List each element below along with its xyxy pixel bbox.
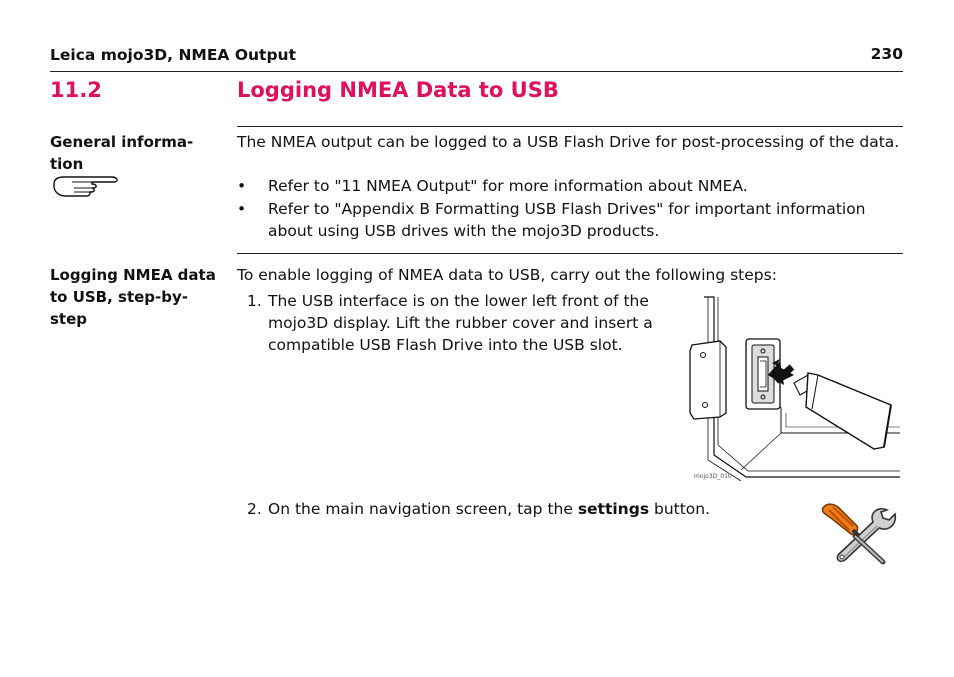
general-info-heading — [50, 131, 220, 175]
section-divider-general — [237, 126, 903, 127]
step-line: The USB interface is on the lower left front of the — [268, 292, 649, 310]
step-line: compatible USB Flash Drive into the USB slot. — [268, 336, 623, 354]
heading-line: tion — [50, 155, 84, 173]
figure-caption: mojo3D_010 — [694, 473, 732, 480]
section-divider-logging — [237, 253, 903, 254]
step-line: mojo3D display. Lift the rubber cover and insert a — [268, 314, 653, 332]
step-text — [268, 498, 768, 520]
usb-insertion-illustration — [686, 295, 904, 485]
heading-line: Logging NMEA data — [50, 266, 216, 284]
page-number: 230 — [870, 45, 903, 63]
heading-line: General informa- — [50, 133, 194, 151]
step-number: 2. — [247, 500, 262, 518]
logging-intro: To enable logging of NMEA data to USB, carry out the following steps: — [237, 266, 777, 284]
bullet-line: Refer to "Appendix B Formatting USB Flash Drives" for important information — [268, 200, 866, 218]
document-header-title: Leica mojo3D, NMEA Output — [50, 46, 296, 64]
step-number: 1. — [247, 292, 262, 310]
settings-tools-icon — [817, 500, 907, 574]
heading-line: to USB, step-by- — [50, 288, 189, 306]
section-number: 11.2 — [50, 78, 102, 102]
logging-heading — [50, 264, 220, 330]
bullet-line: Refer to "11 NMEA Output" for more information about NMEA. — [268, 177, 748, 195]
pointing-hand-icon — [52, 174, 122, 202]
bullet-marker: • — [237, 200, 247, 218]
bullet-text — [268, 198, 898, 242]
step-text-after: button. — [649, 500, 711, 518]
bullet-marker: • — [237, 177, 247, 195]
heading-line: step — [50, 310, 88, 328]
general-info-intro: The NMEA output can be logged to a USB Flash Drive for post-processing of the data. — [237, 133, 900, 151]
section-title: Logging NMEA Data to USB — [237, 78, 559, 102]
step-text — [268, 290, 678, 356]
bullet-text — [268, 175, 898, 197]
bullet-line: about using USB drives with the mojo3D products. — [268, 222, 660, 240]
settings-term: settings — [577, 500, 650, 518]
step-text-before: On the main navigation screen, tap the — [268, 500, 578, 518]
header-divider — [50, 71, 903, 72]
